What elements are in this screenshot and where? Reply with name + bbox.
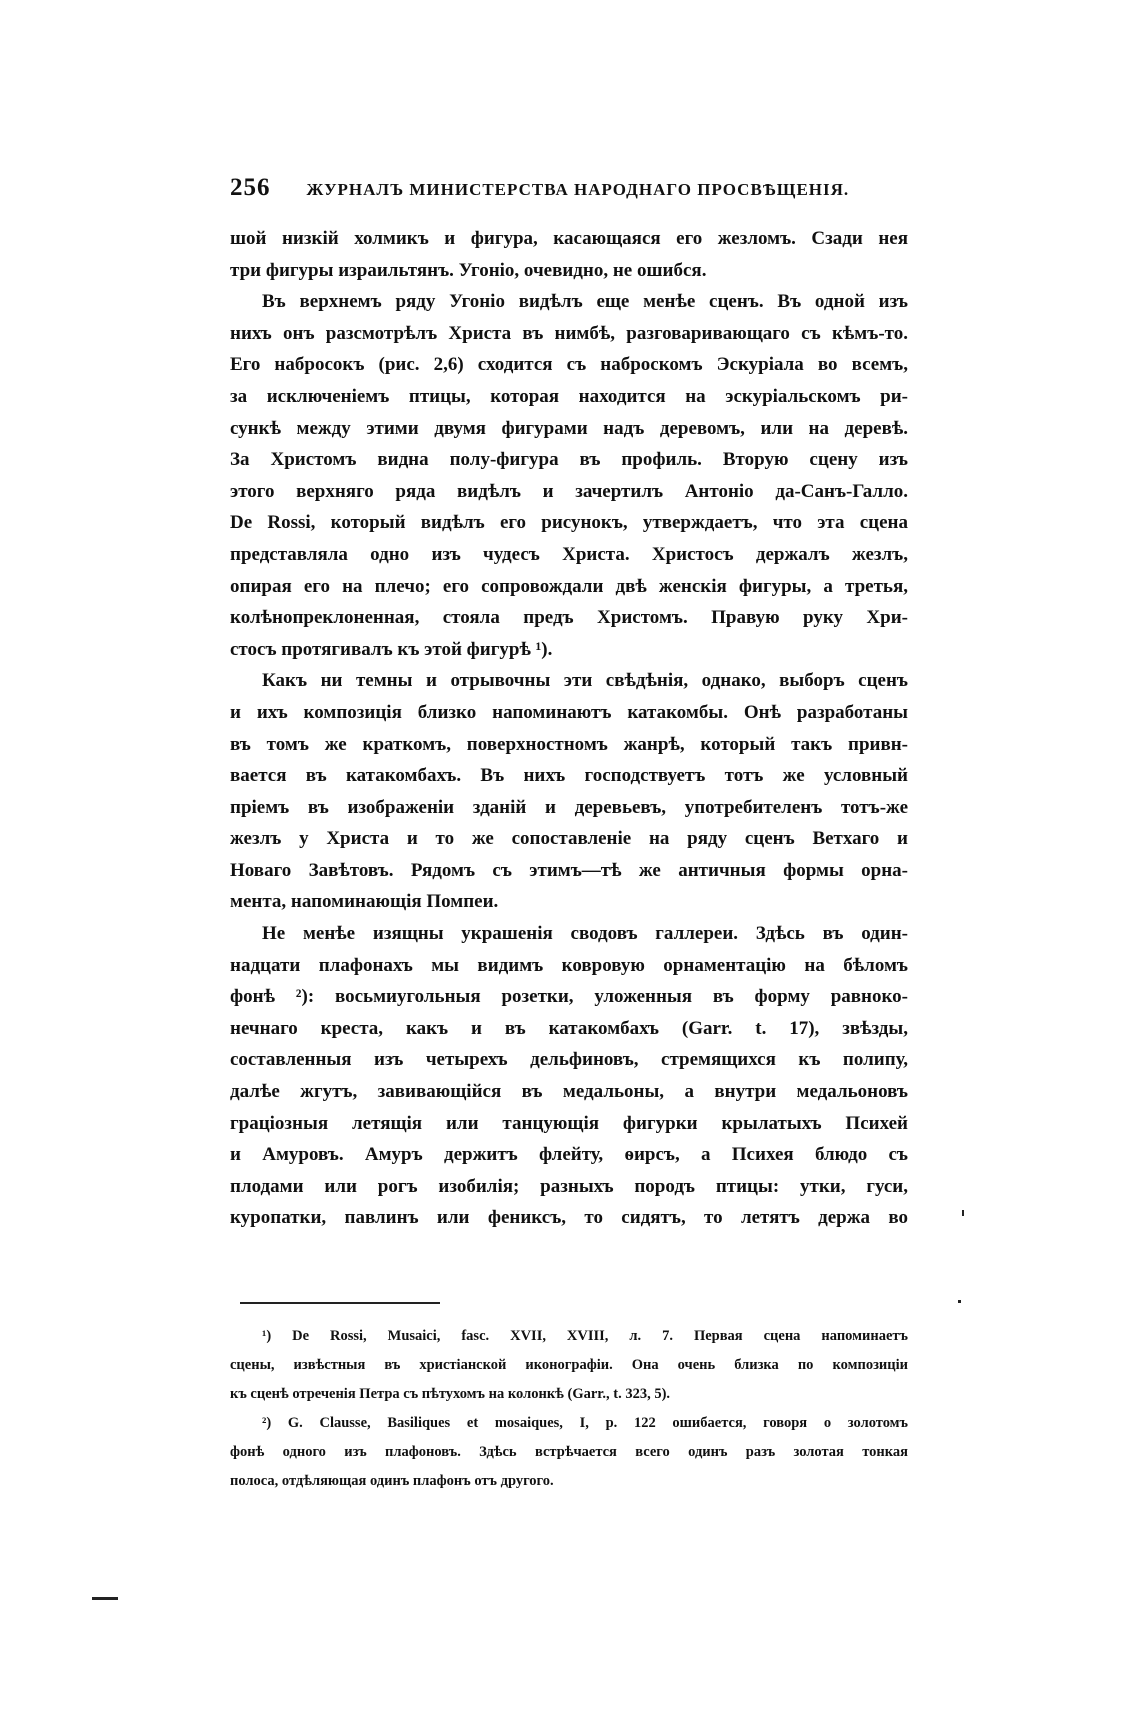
text-line: составленныя изъ четырехъ дельфиновъ, стремящихся къ полипу, (230, 1049, 908, 1071)
text-line: и Амуровъ. Амуръ держитъ флейту, ѳирсъ, а Психея блюдо съ (230, 1144, 908, 1166)
text-line: нихъ онъ разсмотрѣлъ Христа въ нимбѣ, разговаривающаго съ кѣмъ-то. (230, 322, 908, 344)
text-line: За Христомъ видна полу-фигура въ профиль. Вторую сцену изъ (230, 449, 908, 471)
text-line: граціозныя летящія или танцующія фигурки крылатыхъ Психей (230, 1112, 908, 1134)
running-header (230, 174, 910, 202)
footnote-divider (240, 1302, 440, 1304)
text-line: нечнаго креста, какъ и въ катакомбахъ (Garr. t. 17), звѣзды, (230, 1017, 908, 1039)
text-line: колѣнопреклоненная, стояла предъ Христомъ. Правую руку Хри- (230, 607, 908, 629)
footnotes (230, 1322, 908, 1496)
text-line: Не менѣе изящны украшенія сводовъ галлереи. Здѣсь въ один- (262, 923, 908, 945)
text-line: плодами или рогъ изобилія; разныхъ породъ птицы: утки, гуси, (230, 1175, 908, 1197)
footnote-line: полоса, отдѣляющая одинъ плафонъ отъ другого. (230, 1473, 554, 1489)
text-line: Какъ ни темны и отрывочны эти свѣдѣнія, однако, выборъ сценъ (262, 670, 908, 692)
text-line: за исключеніемъ птицы, которая находится на эскуріальскомъ ри- (230, 385, 908, 407)
text-line: мента, напоминающія Помпеи. (230, 891, 499, 913)
footnote-line: фонѣ одного изъ плафоновъ. Здѣсь встрѣчается всего одинъ разъ золотая тонкая (230, 1444, 908, 1460)
text-line: и ихъ композиція близко напоминаютъ катакомбы. Онѣ разработаны (230, 701, 908, 723)
text-line: опирая его на плечо; его сопровождали двѣ женскія фигуры, а третья, (230, 575, 908, 597)
text-line: фонѣ ²): восьмиугольныя розетки, уложенныя въ форму равноко- (230, 986, 908, 1008)
stray-mark (958, 1300, 961, 1303)
text-line: Новаго Завѣтовъ. Рядомъ съ этимъ—тѣ же античныя формы орна- (230, 859, 908, 881)
text-line: Его набросокъ (рис. 2,6) сходится съ наброскомъ Эскуріала во всемъ, (230, 354, 908, 376)
footnote-line: ²) G. Clausse, Basiliques et mosaiques, I, p. 122 ошибается, говоря о золотомъ (262, 1415, 908, 1431)
text-line: далѣе жгутъ, завивающійся въ медальоны, а внутри медальоновъ (230, 1081, 908, 1103)
text-line: куропатки, павлинъ или фениксъ, то сидятъ, то летятъ держа во (230, 1207, 908, 1229)
text-line: Въ верхнемъ ряду Угоніо видѣлъ еще менѣе сценъ. Въ одной изъ (262, 291, 908, 313)
text-line: три фигуры израильтянъ. Угоніо, очевидно, не ошибся. (230, 259, 707, 281)
text-line: пріемъ въ изображеніи зданій и деревьевъ, употребителенъ тотъ-же (230, 796, 908, 818)
footnote-line: къ сценѣ отреченія Петра съ пѣтухомъ на колонкѣ (Garr., t. 323, 5). (230, 1386, 671, 1402)
text-line: жезлъ у Христа и то же сопоставленіе на ряду сценъ Ветхаго и (230, 828, 908, 850)
text-line: сункѣ между этими двумя фигурами надъ деревомъ, или на деревѣ. (230, 417, 908, 439)
text-line: стосъ протягивалъ къ этой фигурѣ ¹). (230, 638, 553, 660)
stray-mark (962, 1210, 964, 1216)
footnote-line: сцены, извѣстныя въ христіанской иконографіи. Она очень близка по композиціи (230, 1357, 908, 1373)
text-line: шой низкій холмикъ и фигура, касающаяся его жезломъ. Сзади нея (230, 228, 908, 249)
text-line: надцати плафонахъ мы видимъ ковровую орнаментацію на бѣломъ (230, 954, 908, 976)
main-text (230, 223, 908, 1234)
page-number: 256 (230, 174, 271, 201)
text-line: представляла одно изъ чудесъ Христа. Христосъ держалъ жезлъ, (230, 543, 908, 565)
text-line: этого верхняго ряда видѣлъ и зачертилъ Антоніо да-Санъ-Галло. (230, 480, 908, 502)
text-line: De Rossi, который видѣлъ его рисунокъ, утверждаетъ, что эта сцена (230, 512, 908, 534)
stray-mark (92, 1597, 118, 1600)
footnote-line: ¹) De Rossi, Musaici, fasc. XVII, XVIII, л. 7. Первая сцена напоминаетъ (262, 1328, 908, 1344)
journal-title: ЖУРНАЛЪ МИНИСТЕРСТВА НАРОДНАГО ПРОСВѢЩЕНІЯ. (306, 180, 850, 199)
text-line: вается въ катакомбахъ. Въ нихъ господствуетъ тотъ же условный (230, 765, 908, 787)
text-line: въ томъ же краткомъ, поверхностномъ жанрѣ, который такъ привн- (230, 733, 908, 755)
